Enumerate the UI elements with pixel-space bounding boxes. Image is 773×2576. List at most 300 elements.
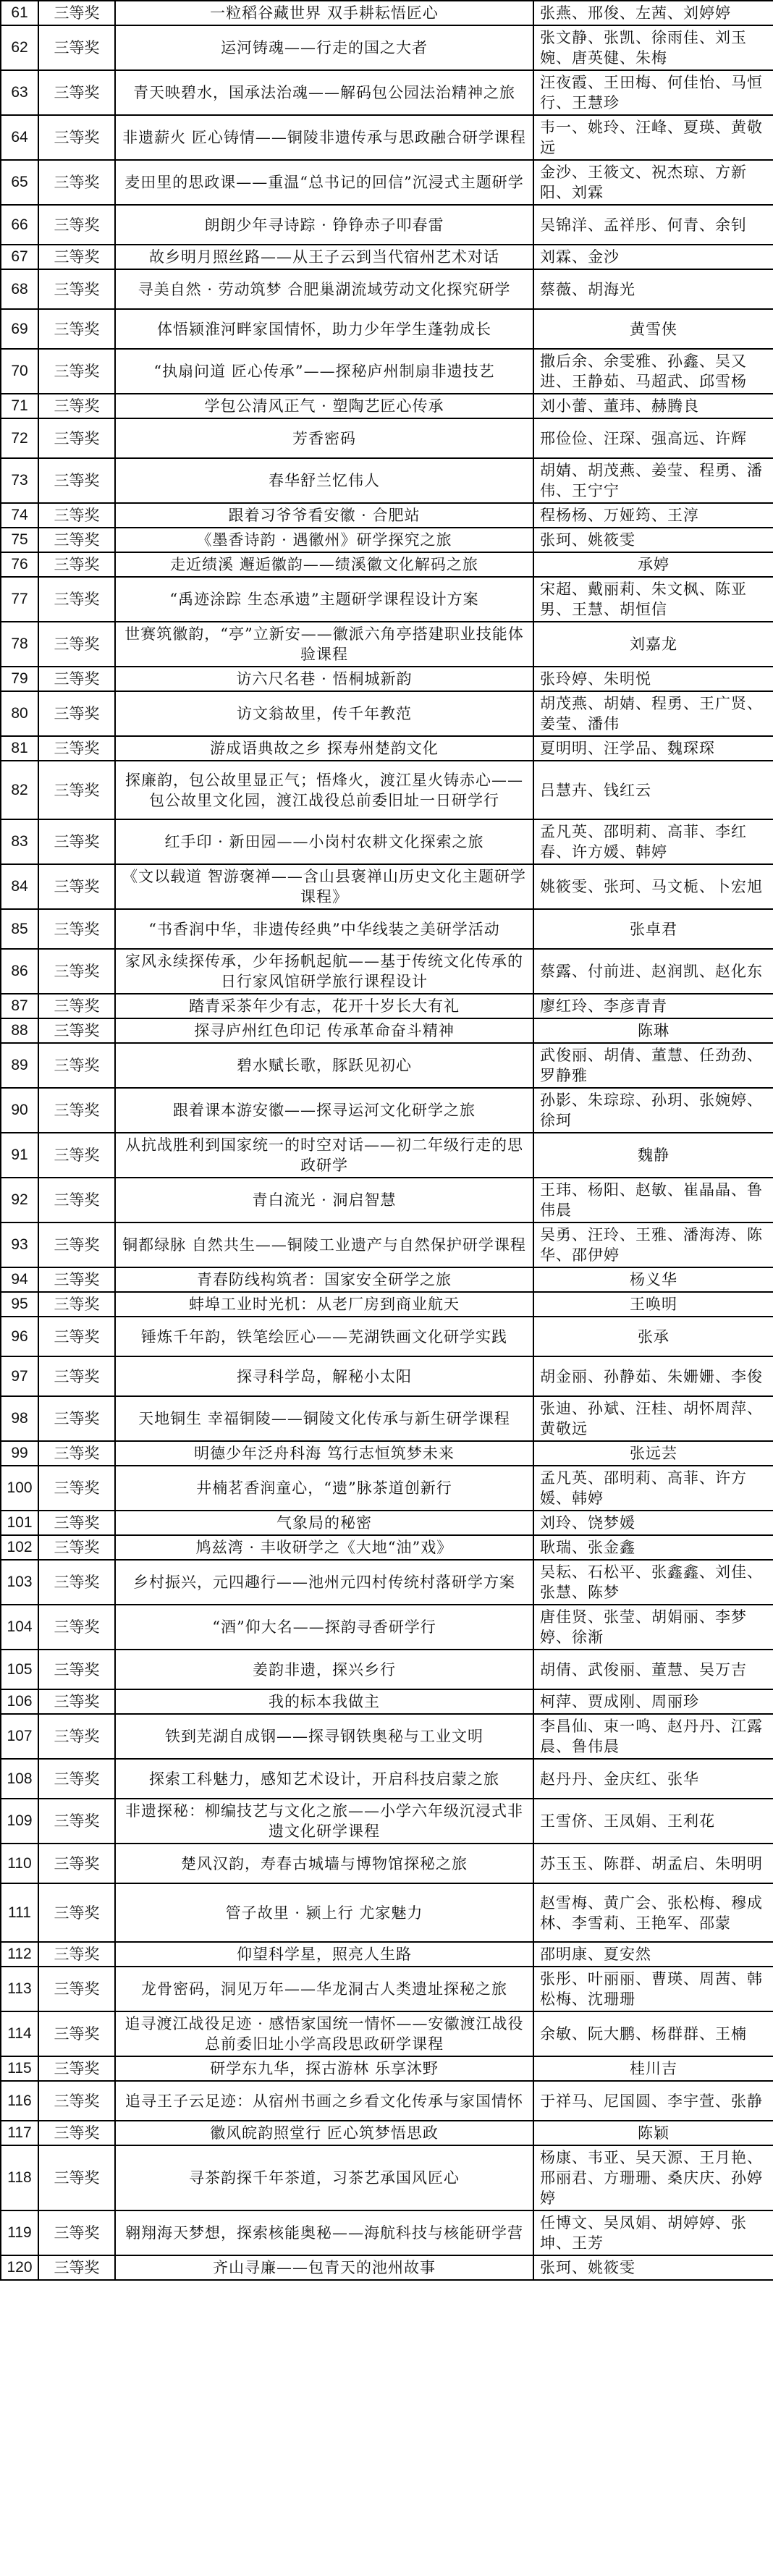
table-row [1, 864, 773, 909]
team-members: 张珂、姚筱雯 [533, 2255, 773, 2280]
project-title: 《文以载道 智游褒禅——含山县褒禅山历史文化主题研学课程》 [115, 864, 533, 909]
row-number: 63 [1, 70, 38, 115]
row-number: 70 [1, 349, 38, 394]
award-level: 三等奖 [38, 2145, 115, 2210]
team-members: 陈琳 [533, 1018, 773, 1043]
project-title: 体悟颍淮河畔家国情怀，助力少年学生蓬勃成长 [115, 309, 533, 349]
row-number: 106 [1, 1689, 38, 1714]
award-level: 三等奖 [38, 1222, 115, 1267]
team-members: 魏静 [533, 1133, 773, 1178]
row-number: 117 [1, 2121, 38, 2145]
award-level: 三等奖 [38, 2081, 115, 2121]
table-row [1, 1689, 773, 1714]
award-level: 三等奖 [38, 909, 115, 949]
table-row [1, 2255, 773, 2280]
award-level: 三等奖 [38, 1844, 115, 1883]
table-row [1, 2081, 773, 2121]
team-members: 吴耘、石松平、张鑫鑫、刘佳、张慧、陈梦 [533, 1560, 773, 1605]
project-title: 踏青采茶年少有志，花开十岁长大有礼 [115, 994, 533, 1018]
award-level: 三等奖 [38, 1396, 115, 1441]
project-title: 徽风皖韵照堂行 匠心筑梦悟思政 [115, 2121, 533, 2145]
table-row [1, 909, 773, 949]
award-level: 三等奖 [38, 1511, 115, 1535]
award-level: 三等奖 [38, 394, 115, 418]
project-title: 寻美自然 · 劳动筑梦 合肥巢湖流域劳动文化探究研学 [115, 269, 533, 309]
award-level: 三等奖 [38, 245, 115, 269]
award-level: 三等奖 [38, 1650, 115, 1689]
award-level: 三等奖 [38, 458, 115, 503]
row-number: 65 [1, 160, 38, 205]
table-row [1, 1759, 773, 1799]
row-number: 87 [1, 994, 38, 1018]
team-members: 金沙、王筱文、祝杰琼、方新阳、刘霖 [533, 160, 773, 205]
project-title: 运河铸魂——行走的国之大者 [115, 25, 533, 70]
award-level: 三等奖 [38, 1967, 115, 2011]
project-title: 锤炼千年韵，铁笔绘匠心——芜湖铁画文化研学实践 [115, 1317, 533, 1356]
award-level: 三等奖 [38, 115, 115, 160]
row-number: 80 [1, 691, 38, 736]
row-number: 116 [1, 2081, 38, 2121]
project-title: 追寻王子云足迹：从宿州书画之乡看文化传承与家国情怀 [115, 2081, 533, 2121]
project-title: 青天映碧水，国承法治魂——解码包公园法治精神之旅 [115, 70, 533, 115]
table-row [1, 1511, 773, 1535]
team-members: 程杨杨、万娅筠、王淳 [533, 503, 773, 528]
project-title: 鸠兹湾 · 丰收研学之《大地“油”戏》 [115, 1535, 533, 1560]
team-members: 余敏、阮大鹏、杨群群、王楠 [533, 2011, 773, 2056]
team-members: 孙影、朱琮琮、孙玥、张婉婷、徐珂 [533, 1088, 773, 1133]
row-number: 111 [1, 1883, 38, 1942]
table-row [1, 1292, 773, 1317]
project-title: 蚌埠工业时光机：从老厂房到商业航天 [115, 1292, 533, 1317]
row-number: 114 [1, 2011, 38, 2056]
project-title: 明德少年泛舟科海 笃行志恒筑梦未来 [115, 1441, 533, 1466]
row-number: 100 [1, 1466, 38, 1511]
table-row [1, 994, 773, 1018]
table-row [1, 2121, 773, 2145]
row-number: 68 [1, 269, 38, 309]
table-row [1, 205, 773, 245]
project-title: 走近绩溪 邂逅徽韵——绩溪徽文化解码之旅 [115, 552, 533, 577]
project-title: 研学东九华，探古游林 乐享沐野 [115, 2056, 533, 2081]
award-level: 三等奖 [38, 1133, 115, 1178]
award-level: 三等奖 [38, 622, 115, 667]
award-level: 三等奖 [38, 577, 115, 622]
award-level: 三等奖 [38, 1356, 115, 1396]
project-title: 铁到芜湖自成钢——探寻钢铁奥秘与工业文明 [115, 1714, 533, 1759]
award-level: 三等奖 [38, 418, 115, 458]
row-number: 77 [1, 577, 38, 622]
project-title: 家风永续探传承，少年扬帆起航——基于传统文化传承的日行家风馆研学旅行课程设计 [115, 949, 533, 994]
row-number: 96 [1, 1317, 38, 1356]
project-title: 从抗战胜利到国家统一的时空对话——初二年级行走的思政研学 [115, 1133, 533, 1178]
row-number: 69 [1, 309, 38, 349]
row-number: 112 [1, 1942, 38, 1967]
award-level: 三等奖 [38, 528, 115, 552]
project-title: 天地铜生 幸福铜陵——铜陵文化传承与新生研学课程 [115, 1396, 533, 1441]
row-number: 79 [1, 667, 38, 691]
project-title: 探索工科魅力，感知艺术设计，开启科技启蒙之旅 [115, 1759, 533, 1799]
table-row [1, 1942, 773, 1967]
row-number: 98 [1, 1396, 38, 1441]
table-row [1, 1317, 773, 1356]
team-members: 黄雪侠 [533, 309, 773, 349]
team-members: 武俊丽、胡倩、董慧、任劲劲、罗静雅 [533, 1043, 773, 1088]
table-row [1, 309, 773, 349]
team-members: 陈颖 [533, 2121, 773, 2145]
team-members: 于祥马、尼国圆、李宇萱、张静 [533, 2081, 773, 2121]
team-members: 吴勇、汪玲、王雅、潘海涛、陈华、邵伊婷 [533, 1222, 773, 1267]
award-level: 三等奖 [38, 1267, 115, 1292]
team-members: 张卓君 [533, 909, 773, 949]
row-number: 76 [1, 552, 38, 577]
row-number: 62 [1, 25, 38, 70]
award-level: 三等奖 [38, 2121, 115, 2145]
team-members: 唐佳贤、张莹、胡娟丽、李梦婷、徐渐 [533, 1605, 773, 1650]
team-members: 吴锦洋、孟祥彤、何青、余钊 [533, 205, 773, 245]
award-level: 三等奖 [38, 503, 115, 528]
table-row [1, 552, 773, 577]
table-row [1, 691, 773, 736]
team-members: 张远芸 [533, 1441, 773, 1466]
team-members: 刘玲、饶梦媛 [533, 1511, 773, 1535]
row-number: 74 [1, 503, 38, 528]
table-row [1, 1844, 773, 1883]
row-number: 75 [1, 528, 38, 552]
team-members: 韦一、姚玲、汪峰、夏瑛、黄敬远 [533, 115, 773, 160]
award-level: 三等奖 [38, 667, 115, 691]
table-row [1, 528, 773, 552]
award-level: 三等奖 [38, 1018, 115, 1043]
project-title: 探寻科学岛，解秘小太阳 [115, 1356, 533, 1396]
row-number: 89 [1, 1043, 38, 1088]
project-title: 世赛筑徽韵，“亭”立新安——徽派六角亭搭建职业技能体验课程 [115, 622, 533, 667]
table-row [1, 1018, 773, 1043]
table-row [1, 1088, 773, 1133]
project-title: 仰望科学星，照亮人生路 [115, 1942, 533, 1967]
team-members: 王唤明 [533, 1292, 773, 1317]
team-members: 张珂、姚筱雯 [533, 528, 773, 552]
award-level: 三等奖 [38, 994, 115, 1018]
project-title: 故乡明月照丝路——从王子云到当代宿州艺术对话 [115, 245, 533, 269]
team-members: 桂川吉 [533, 2056, 773, 2081]
project-title: 麦田里的思政课——重温“总书记的回信”沉浸式主题研学 [115, 160, 533, 205]
award-level: 三等奖 [38, 1535, 115, 1560]
award-level: 三等奖 [38, 1292, 115, 1317]
project-title: 探寻庐州红色印记 传承革命奋斗精神 [115, 1018, 533, 1043]
row-number: 61 [1, 1, 38, 25]
project-title: “执扇问道 匠心传承”——探秘庐州制扇非遗技艺 [115, 349, 533, 394]
row-number: 84 [1, 864, 38, 909]
row-number: 102 [1, 1535, 38, 1560]
table-row [1, 269, 773, 309]
project-title: 访文翁故里，传千年教范 [115, 691, 533, 736]
row-number: 93 [1, 1222, 38, 1267]
project-title: 铜都绿脉 自然共生——铜陵工业遗产与自然保护研学课程 [115, 1222, 533, 1267]
award-level: 三等奖 [38, 1317, 115, 1356]
table-row [1, 25, 773, 70]
table-row [1, 2210, 773, 2255]
table-row [1, 1560, 773, 1605]
project-title: 《墨香诗韵 · 遇徽州》研学探究之旅 [115, 528, 533, 552]
row-number: 120 [1, 2255, 38, 2280]
project-title: 管子故里 · 颍上行 尤家魅力 [115, 1883, 533, 1942]
award-level: 三等奖 [38, 736, 115, 761]
table-row [1, 70, 773, 115]
team-members: 任博文、吴凤娟、胡婷婷、张坤、王芳 [533, 2210, 773, 2255]
row-number: 99 [1, 1441, 38, 1466]
table-row [1, 1967, 773, 2011]
project-title: 春华舒兰忆伟人 [115, 458, 533, 503]
row-number: 103 [1, 1560, 38, 1605]
row-number: 91 [1, 1133, 38, 1178]
project-title: 访六尺名巷 · 悟桐城新韵 [115, 667, 533, 691]
team-members: 张文静、张凯、徐雨佳、刘玉婉、唐英健、朱梅 [533, 25, 773, 70]
award-level: 三等奖 [38, 1883, 115, 1942]
team-members: 撒后余、余雯雅、孙鑫、吴又进、王静茹、马超武、邱雪杨 [533, 349, 773, 394]
table-row [1, 1466, 773, 1511]
row-number: 88 [1, 1018, 38, 1043]
row-number: 82 [1, 761, 38, 819]
table-row [1, 458, 773, 503]
row-number: 119 [1, 2210, 38, 2255]
team-members: 赵丹丹、金庆红、张华 [533, 1759, 773, 1799]
row-number: 109 [1, 1799, 38, 1844]
team-members: 夏明明、汪学品、魏琛琛 [533, 736, 773, 761]
award-level: 三等奖 [38, 70, 115, 115]
award-level: 三等奖 [38, 1689, 115, 1714]
award-level: 三等奖 [38, 1043, 115, 1088]
project-title: “酒”仰大名——探韵寻香研学行 [115, 1605, 533, 1650]
row-number: 66 [1, 205, 38, 245]
project-title: “禹迹涂踪 生态承遗”主题研学课程设计方案 [115, 577, 533, 622]
team-members: 张燕、邢俊、左茜、刘婷婷 [533, 1, 773, 25]
team-members: 王雪侪、王凤娟、王利花 [533, 1799, 773, 1844]
team-members: 邵明康、夏安然 [533, 1942, 773, 1967]
table-row [1, 1799, 773, 1844]
team-members: 胡婧、胡茂燕、姜莹、程勇、潘伟、王宁宁 [533, 458, 773, 503]
table-row [1, 2056, 773, 2081]
award-level: 三等奖 [38, 691, 115, 736]
award-level: 三等奖 [38, 25, 115, 70]
award-level: 三等奖 [38, 2255, 115, 2280]
row-number: 110 [1, 1844, 38, 1883]
row-number: 118 [1, 2145, 38, 2210]
table-row [1, 1441, 773, 1466]
team-members: 刘小蕾、董玮、赫腾良 [533, 394, 773, 418]
project-title: 跟着课本游安徽——探寻运河文化研学之旅 [115, 1088, 533, 1133]
award-level: 三等奖 [38, 2056, 115, 2081]
award-level: 三等奖 [38, 1605, 115, 1650]
team-members: 吕慧卉、钱红云 [533, 761, 773, 819]
table-row [1, 1650, 773, 1689]
table-row [1, 1883, 773, 1942]
award-level: 三等奖 [38, 1178, 115, 1222]
row-number: 97 [1, 1356, 38, 1396]
project-title: 翱翔海天梦想，探索核能奥秘——海航科技与核能研学营 [115, 2210, 533, 2255]
row-number: 81 [1, 736, 38, 761]
row-number: 104 [1, 1605, 38, 1650]
team-members: 柯萍、贾成刚、周丽珍 [533, 1689, 773, 1714]
award-level: 三等奖 [38, 1088, 115, 1133]
table-row [1, 577, 773, 622]
project-title: 楚风汉韵，寿春古城墙与博物馆探秘之旅 [115, 1844, 533, 1883]
project-title: 探廉韵，包公故里显正气；悟烽火，渡江星火铸赤心——包公故里文化园，渡江战役总前委旧址一日研学行 [115, 761, 533, 819]
table-row [1, 1178, 773, 1222]
table-row [1, 418, 773, 458]
project-title: 一粒稻谷藏世界 双手耕耘悟匠心 [115, 1, 533, 25]
table-row [1, 1222, 773, 1267]
row-number: 95 [1, 1292, 38, 1317]
team-members: 杨康、韦亚、吴天源、王月艳、邢丽君、方珊珊、桑庆庆、孙婷婷 [533, 2145, 773, 2210]
project-title: 非遗探秘：柳编技艺与文化之旅——小学六年级沉浸式非遗文化研学课程 [115, 1799, 533, 1844]
project-title: 碧水赋长歌，豚跃见初心 [115, 1043, 533, 1088]
award-level: 三等奖 [38, 864, 115, 909]
row-number: 90 [1, 1088, 38, 1133]
team-members: 胡茂燕、胡婧、程勇、王广贤、姜莹、潘伟 [533, 691, 773, 736]
table-row [1, 1605, 773, 1650]
project-title: 朗朗少年寻诗踪 · 铮铮赤子叩春雷 [115, 205, 533, 245]
table-row [1, 622, 773, 667]
award-level: 三等奖 [38, 1466, 115, 1511]
table-row [1, 349, 773, 394]
team-members: 姚筱雯、张珂、马文栀、卜宏旭 [533, 864, 773, 909]
team-members: 李昌仙、束一鸣、赵丹丹、江露晨、鲁伟晨 [533, 1714, 773, 1759]
award-level: 三等奖 [38, 819, 115, 864]
table-row [1, 115, 773, 160]
project-title: “书香润中华，非遗传经典”中华线装之美研学活动 [115, 909, 533, 949]
project-title: 芳香密码 [115, 418, 533, 458]
project-title: 乡村振兴，元四趣行——池州元四村传统村落研学方案 [115, 1560, 533, 1605]
table-row [1, 1535, 773, 1560]
table-row [1, 245, 773, 269]
award-level: 三等奖 [38, 160, 115, 205]
row-number: 107 [1, 1714, 38, 1759]
table-row [1, 667, 773, 691]
row-number: 94 [1, 1267, 38, 1292]
team-members: 王玮、杨阳、赵敏、崔晶晶、鲁伟晨 [533, 1178, 773, 1222]
award-level: 三等奖 [38, 2210, 115, 2255]
project-title: 井楠茗香润童心，“遗”脉茶道创新行 [115, 1466, 533, 1511]
award-level: 三等奖 [38, 1799, 115, 1844]
award-level: 三等奖 [38, 949, 115, 994]
team-members: 张承 [533, 1317, 773, 1356]
team-members: 张彤、叶丽丽、曹瑛、周茜、韩松梅、沈珊珊 [533, 1967, 773, 2011]
project-title: 气象局的秘密 [115, 1511, 533, 1535]
table-row [1, 1356, 773, 1396]
project-title: 学包公清风正气 · 塑陶艺匠心传承 [115, 394, 533, 418]
award-level: 三等奖 [38, 1714, 115, 1759]
award-level: 三等奖 [38, 761, 115, 819]
table-row [1, 1133, 773, 1178]
row-number: 105 [1, 1650, 38, 1689]
row-number: 73 [1, 458, 38, 503]
project-title: 非遗薪火 匠心铸情——铜陵非遗传承与思政融合研学课程 [115, 115, 533, 160]
award-table-body [1, 1, 773, 2280]
team-members: 刘嘉龙 [533, 622, 773, 667]
award-level: 三等奖 [38, 1, 115, 25]
team-members: 宋超、戴丽莉、朱文枫、陈亚男、王慧、胡恒信 [533, 577, 773, 622]
award-level: 三等奖 [38, 552, 115, 577]
project-title: 游成语典故之乡 探寿州楚韵文化 [115, 736, 533, 761]
award-level: 三等奖 [38, 1560, 115, 1605]
award-level: 三等奖 [38, 205, 115, 245]
team-members: 廖红玲、李彦青青 [533, 994, 773, 1018]
row-number: 101 [1, 1511, 38, 1535]
award-level: 三等奖 [38, 309, 115, 349]
award-level: 三等奖 [38, 1759, 115, 1799]
project-title: 姜韵非遗，探兴乡行 [115, 1650, 533, 1689]
team-members: 承婷 [533, 552, 773, 577]
team-members: 赵雪梅、黄广会、张松梅、穆成林、李雪莉、王艳军、邵蒙 [533, 1883, 773, 1942]
team-members: 张迪、孙斌、汪桂、胡怀周萍、黄敬远 [533, 1396, 773, 1441]
table-row [1, 1, 773, 25]
team-members: 胡金丽、孙静茹、朱姗姗、李俊 [533, 1356, 773, 1396]
table-row [1, 949, 773, 994]
table-row [1, 1396, 773, 1441]
table-row [1, 2145, 773, 2210]
table-row [1, 761, 773, 819]
table-row [1, 1714, 773, 1759]
team-members: 张玲婷、朱明悦 [533, 667, 773, 691]
row-number: 78 [1, 622, 38, 667]
project-title: 红手印 · 新田园——小岗村农耕文化探索之旅 [115, 819, 533, 864]
row-number: 67 [1, 245, 38, 269]
team-members: 刘霖、金沙 [533, 245, 773, 269]
project-title: 青白流光 · 洞启智慧 [115, 1178, 533, 1222]
project-title: 齐山寻廉——包青天的池州故事 [115, 2255, 533, 2280]
project-title: 追寻渡江战役足迹 · 感悟家国统一情怀——安徽渡江战役总前委旧址小学高段思政研学课程 [115, 2011, 533, 2056]
team-members: 胡倩、武俊丽、董慧、吴万吉 [533, 1650, 773, 1689]
row-number: 83 [1, 819, 38, 864]
award-level: 三等奖 [38, 1942, 115, 1967]
table-row [1, 394, 773, 418]
row-number: 72 [1, 418, 38, 458]
team-members: 苏玉玉、陈群、胡孟启、朱明明 [533, 1844, 773, 1883]
table-row [1, 1043, 773, 1088]
award-level: 三等奖 [38, 349, 115, 394]
team-members: 蔡露、付前进、赵润凯、赵化东 [533, 949, 773, 994]
row-number: 85 [1, 909, 38, 949]
row-number: 71 [1, 394, 38, 418]
table-row [1, 160, 773, 205]
team-members: 蔡薇、胡海光 [533, 269, 773, 309]
team-members: 邢俭俭、汪琛、强高远、许辉 [533, 418, 773, 458]
table-row [1, 736, 773, 761]
project-title: 跟着习爷爷看安徽 · 合肥站 [115, 503, 533, 528]
table-row [1, 1267, 773, 1292]
project-title: 青春防线构筑者：国家安全研学之旅 [115, 1267, 533, 1292]
team-members: 耿瑞、张金鑫 [533, 1535, 773, 1560]
table-row [1, 2011, 773, 2056]
team-members: 孟凡英、邵明莉、高菲、李红春、许方媛、韩婷 [533, 819, 773, 864]
team-members: 杨义华 [533, 1267, 773, 1292]
row-number: 115 [1, 2056, 38, 2081]
team-members: 孟凡英、邵明莉、高菲、许方媛、韩婷 [533, 1466, 773, 1511]
project-title: 寻茶韵探千年茶道，习茶艺承国风匠心 [115, 2145, 533, 2210]
award-level: 三等奖 [38, 1441, 115, 1466]
row-number: 108 [1, 1759, 38, 1799]
row-number: 92 [1, 1178, 38, 1222]
row-number: 86 [1, 949, 38, 994]
row-number: 64 [1, 115, 38, 160]
table-row [1, 503, 773, 528]
award-level: 三等奖 [38, 2011, 115, 2056]
team-members: 汪夜霞、王田梅、何佳怡、马恒行、王慧珍 [533, 70, 773, 115]
row-number: 113 [1, 1967, 38, 2011]
project-title: 龙骨密码，洞见万年——华龙洞古人类遗址探秘之旅 [115, 1967, 533, 2011]
award-level: 三等奖 [38, 269, 115, 309]
project-title: 我的标本我做主 [115, 1689, 533, 1714]
